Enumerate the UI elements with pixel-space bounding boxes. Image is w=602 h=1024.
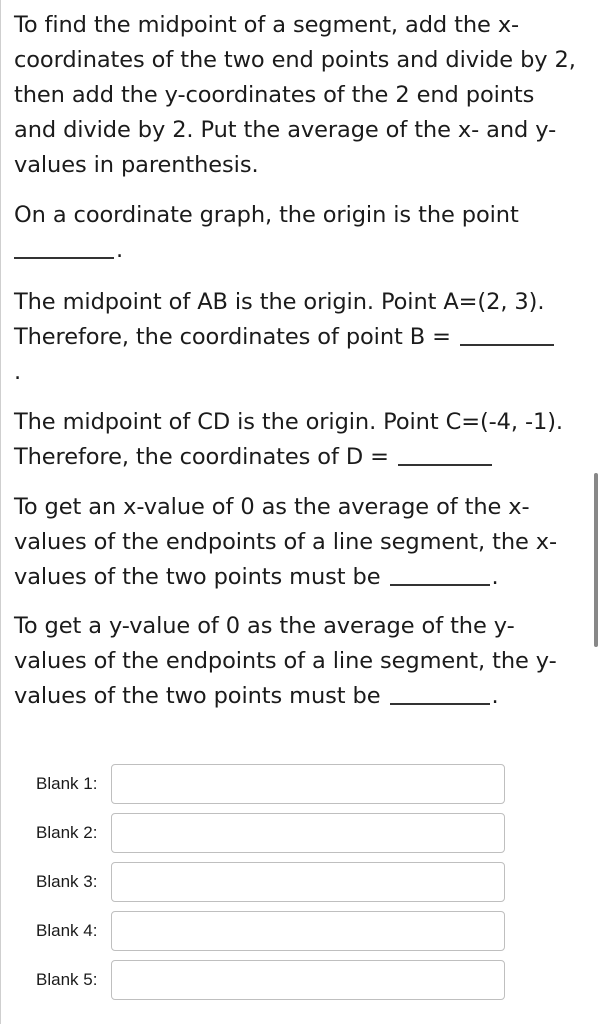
- blank-label: Blank 3:: [36, 872, 98, 891]
- blank-line-4: [390, 584, 490, 586]
- blank-row-5: [36, 960, 506, 1002]
- midpoint-ab-period: .: [14, 359, 22, 385]
- blank-1-input[interactable]: [111, 764, 505, 804]
- blank-row-3: [36, 862, 506, 904]
- blank-row-2: [36, 813, 506, 855]
- blank-line-2: [460, 344, 554, 346]
- origin-paragraph: [14, 198, 582, 268]
- blank-2-input[interactable]: [111, 813, 505, 853]
- blank-label: Blank 2:: [36, 823, 98, 842]
- blank-3-input[interactable]: [111, 862, 505, 902]
- midpoint-ab-text: The midpoint of AB is the origin. Point A=(2, 3). Therefore, the coordinates of point B =: [14, 289, 545, 350]
- x-value-period: .: [491, 564, 499, 590]
- blank-label: Blank 5:: [36, 970, 98, 989]
- blank-line-5: [390, 703, 490, 705]
- blank-row-4: [36, 911, 506, 953]
- midpoint-cd-paragraph: [14, 405, 582, 475]
- blank-row-1: [36, 764, 506, 806]
- instruction-text: To find the midpoint of a segment, add the x-coordinates of the two end points and divide by 2, then add the y-coordinates of the 2 end points and divide by 2. Put the average of the x- and y- values in parenthesis.: [14, 12, 576, 178]
- x-value-text: To get an x-value of 0 as the average of the x-values of the endpoints of a line segment, the x-values of the two points must be: [14, 494, 558, 590]
- blank-4-input[interactable]: [111, 911, 505, 951]
- blank-line-1: [14, 257, 114, 259]
- y-value-period: .: [491, 683, 499, 709]
- blank-5-input[interactable]: [111, 960, 505, 1000]
- y-value-text: To get a y-value of 0 as the average of the y-values of the endpoints of a line segment, the y-values of the two points must be: [14, 613, 557, 709]
- question-text: [14, 8, 582, 714]
- blank-label: Blank 1:: [36, 774, 98, 793]
- origin-text: On a coordinate graph, the origin is the point: [14, 202, 519, 228]
- x-value-paragraph: [14, 490, 582, 595]
- y-value-paragraph: [14, 609, 582, 714]
- instruction-paragraph: [14, 8, 582, 183]
- blank-line-3: [398, 464, 492, 466]
- origin-period: .: [116, 237, 124, 263]
- midpoint-cd-text: The midpoint of CD is the origin. Point C=(-4, -1). Therefore, the coordinates of D =: [14, 409, 563, 470]
- scrollbar-thumb[interactable]: [594, 473, 598, 647]
- midpoint-ab-paragraph: [14, 285, 582, 390]
- blank-label: Blank 4:: [36, 921, 98, 940]
